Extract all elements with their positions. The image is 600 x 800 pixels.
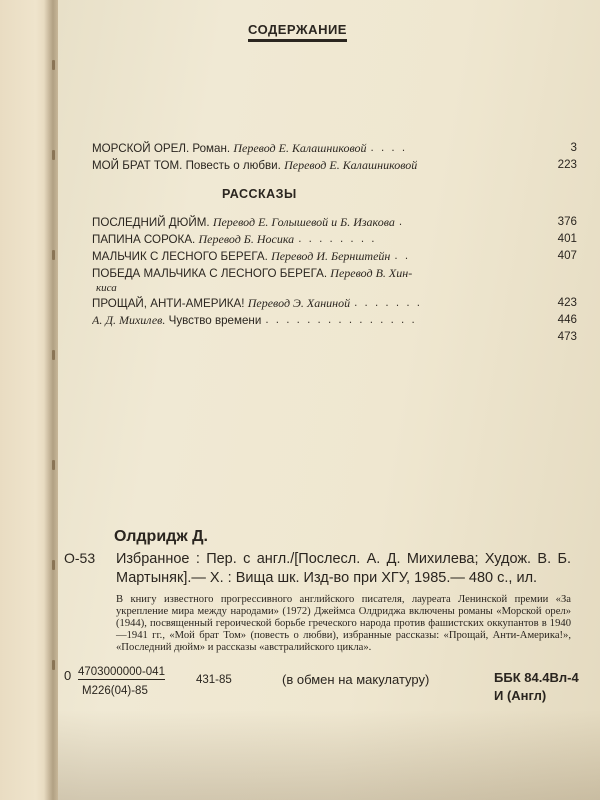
binding-stitch [52, 60, 55, 70]
toc-page-number: 407 [557, 249, 577, 262]
record-annotation: В книгу известного прогрессивного английского писателя, лауреата Ленинской премии «За укрепление мира между народами» (1972) Джеймса Олдриджа включены романы «Морской орел» (1944), посвященный героической борьбе греческого народа против фашистских оккупантов в 1940—1941 гг., «Мой брат Том» (повесть о любви), избранные рассказы: «Прощай, Анти-Америка!», «Последний дюйм» и рассказы «австралийского цикла». [116, 594, 571, 653]
toc-entry-translator: Перевод В. Хин- [330, 266, 413, 280]
toc-leader-dots: . [398, 215, 405, 228]
binding-stitch [52, 350, 55, 360]
binding-stitch [52, 150, 55, 160]
toc-leader-dots [417, 157, 557, 174]
toc-entry-title: ПРОЩАЙ, АНТИ-АМЕРИКА! [92, 297, 245, 310]
toc-leader-dots: . . . . [370, 141, 408, 154]
toc-entry-title: Чувство времени [168, 314, 262, 327]
book-page [58, 0, 600, 800]
toc-title: СОДЕРЖАНИЕ [248, 22, 347, 42]
binding-stitch [52, 560, 55, 570]
toc-entry-story [92, 265, 577, 282]
toc-entry-translator: Перевод Е. Калашниковой [284, 158, 418, 172]
binding-stitch [52, 250, 55, 260]
toc-entry-story [92, 214, 577, 231]
bibliographic-record [64, 528, 589, 738]
toc-leader-dots: . . . . . . . . . . . . . . . [265, 313, 417, 326]
toc-page-number: 3 [570, 141, 577, 154]
toc-page-number: 223 [557, 158, 577, 171]
toc-entry-novel [92, 157, 577, 174]
record-author: Олдридж Д. [114, 528, 208, 545]
toc-leader-dots: . . [394, 249, 411, 262]
toc-leader-dots: . . . . . . . . [298, 232, 377, 245]
toc-entry-translator: Перевод Е. Голышевой и Б. Изакова [212, 215, 395, 229]
toc-entry-final [92, 329, 577, 345]
binding-stitch [52, 460, 55, 470]
binding-stitch [52, 660, 55, 670]
toc-entry-story [92, 295, 577, 312]
toc-entry-translator: Перевод Э. Ханиной [247, 296, 351, 310]
toc-entry-title: ПАПИНА СОРОКА. [92, 233, 196, 246]
toc-entry-translator: Перевод Б. Носика [198, 232, 295, 246]
toc-continuation: киса [96, 282, 117, 294]
record-footer [64, 668, 589, 738]
toc-entry-title: МОЙ БРАТ ТОМ. Повесть о любви. [92, 159, 281, 172]
toc-entry-novel [92, 140, 577, 157]
isbn-prefix: 0 [64, 668, 72, 683]
toc-page-number: 423 [557, 296, 577, 309]
toc-entry-story [92, 248, 577, 265]
language-code: И (Англ) [494, 688, 547, 703]
toc-entry-title: ПОБЕДА МАЛЬЧИКА С ЛЕСНОГО БЕРЕГА. [92, 267, 328, 280]
toc-page-number: 446 [557, 313, 577, 326]
record-description: Избранное : Пер. с англ./[Послесл. А. Д. Михилева; Худож. В. Б. Мартыняк].— Х. : Вища шк. Изд-во при ХГУ, 1985.— 480 с., ил. [116, 551, 571, 586]
isbn-denominator: М226(04)-85 [82, 685, 148, 697]
toc-entry-translator: Перевод Е. Калашниковой [233, 141, 367, 155]
toc-entry-afterword [92, 312, 577, 329]
order-number: 431-85 [196, 674, 232, 686]
toc-section-heading: РАССКАЗЫ [222, 187, 297, 201]
table-of-contents [92, 140, 577, 345]
isbn-numerator: 4703000000-041 [78, 666, 165, 678]
toc-page-number: 473 [557, 330, 577, 343]
toc-leader-dots [412, 265, 577, 282]
toc-page-number: 376 [557, 215, 577, 228]
toc-entry-translator: Перевод И. Бернштейн [271, 249, 391, 263]
exchange-note: (в обмен на макулатуру) [282, 672, 430, 687]
toc-entry-title: МАЛЬЧИК С ЛЕСНОГО БЕРЕГА. [92, 250, 268, 263]
toc-page-number: 401 [557, 232, 577, 245]
toc-entry-story [92, 231, 577, 248]
library-index-code: О-53 [64, 550, 96, 566]
toc-leader-dots: . . . . . . . [354, 296, 422, 309]
toc-entry-author: А. Д. Михилев. [92, 313, 166, 327]
bbk-code: ББК 84.4Вл-4 [494, 670, 579, 685]
toc-entry-title: ПОСЛЕДНИЙ ДЮЙМ. [92, 216, 210, 229]
toc-entry-title: МОРСКОЙ ОРЕЛ. Роман. [92, 142, 231, 155]
